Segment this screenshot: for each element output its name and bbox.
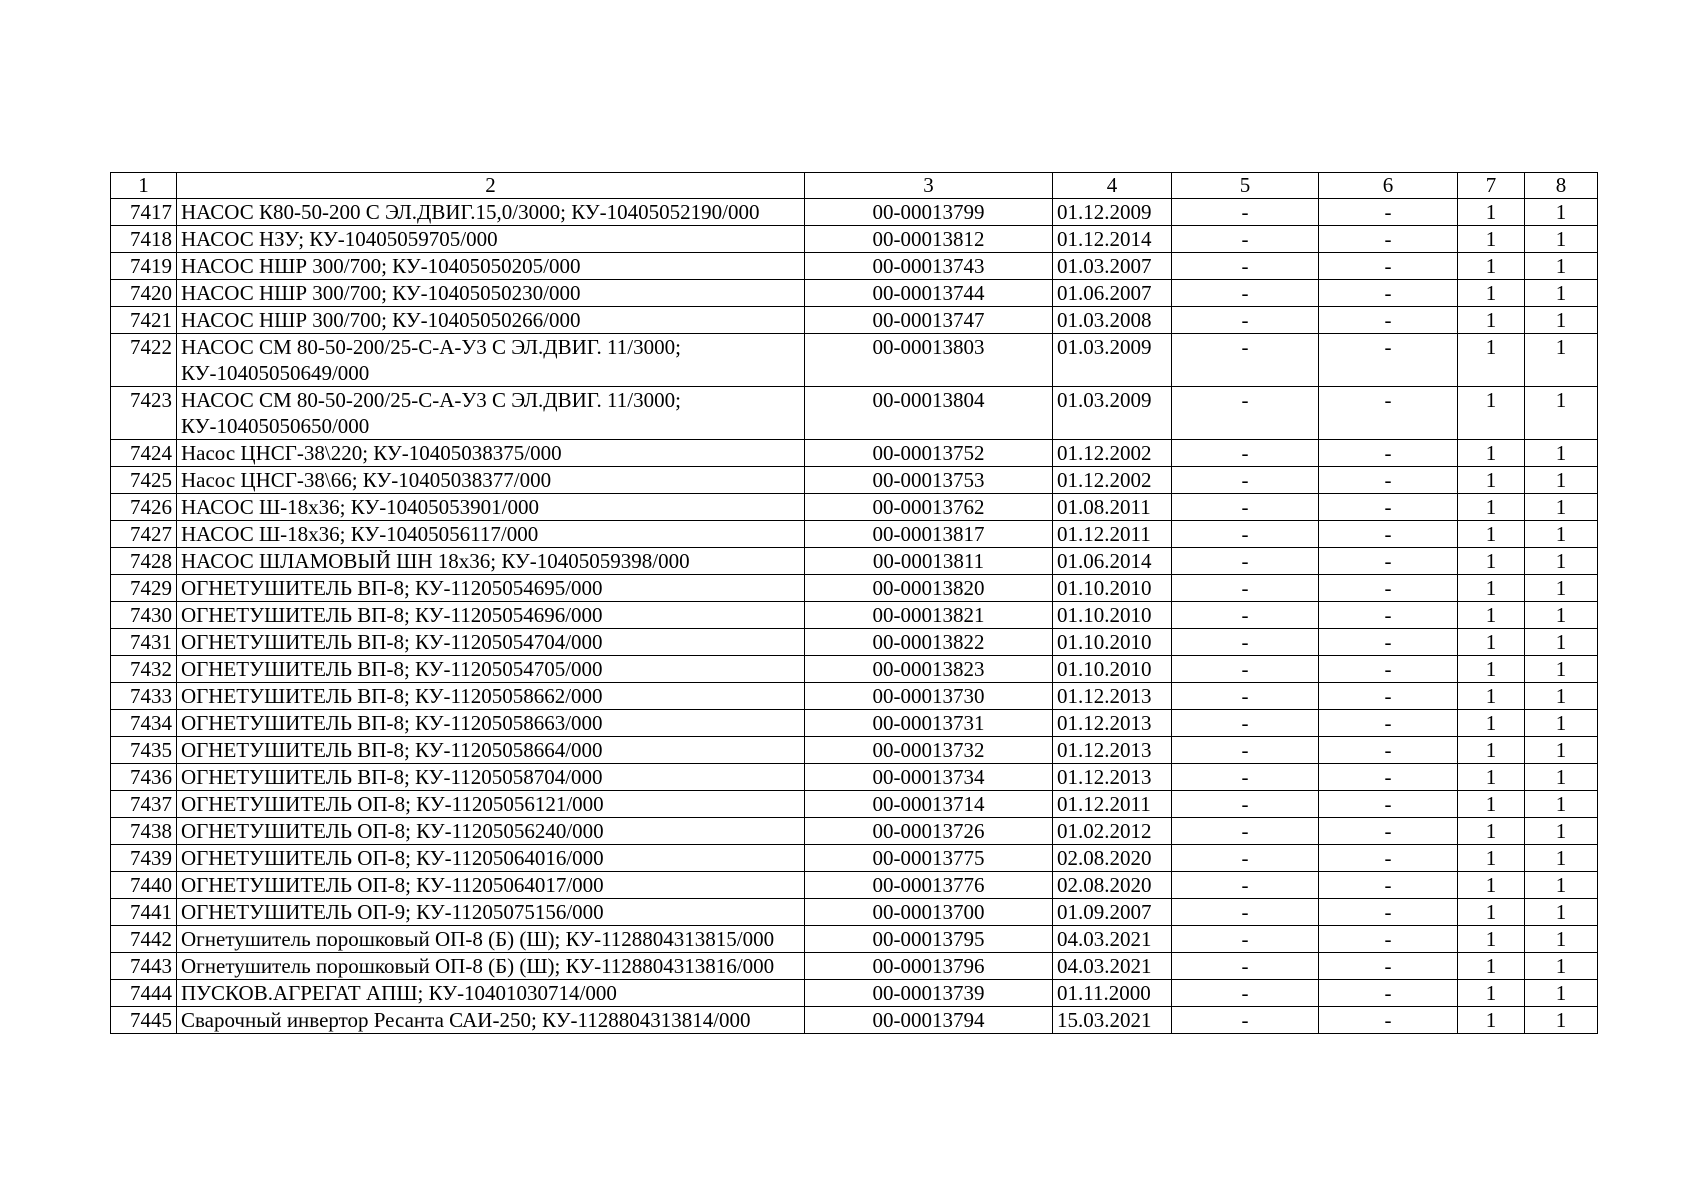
inventory-table xyxy=(110,172,1598,1034)
inventory-code-cell: 00-00013820 xyxy=(805,575,1053,602)
column-5-cell: - xyxy=(1172,280,1319,307)
table-row xyxy=(111,226,1598,253)
column-7-cell: 1 xyxy=(1458,521,1525,548)
column-header-3: 3 xyxy=(805,173,1053,199)
item-name-cell: ОГНЕТУШИТЕЛЬ ВП-8; КУ-11205054704/000 xyxy=(177,629,805,656)
column-6-cell: - xyxy=(1319,602,1458,629)
column-7-cell: 1 xyxy=(1458,899,1525,926)
item-name-cell: НАСОС К80-50-200 С ЭЛ.ДВИГ.15,0/3000; КУ-10405052190/000 xyxy=(177,199,805,226)
table-row xyxy=(111,683,1598,710)
table-row xyxy=(111,548,1598,575)
item-name-cell: Огнетушитель порошковый ОП-8 (Б) (Ш); КУ-1128804313815/000 xyxy=(177,926,805,953)
column-6-cell: - xyxy=(1319,683,1458,710)
column-7-cell: 1 xyxy=(1458,307,1525,334)
column-header-6: 6 xyxy=(1319,173,1458,199)
column-8-cell: 1 xyxy=(1525,845,1598,872)
item-name-cell: НАСОС СМ 80-50-200/25-С-А-У3 С ЭЛ.ДВИГ. 11/3000; КУ-10405050650/000 xyxy=(177,387,805,440)
inventory-code-cell: 00-00013743 xyxy=(805,253,1053,280)
column-5-cell: - xyxy=(1172,845,1319,872)
column-8-cell: 1 xyxy=(1525,199,1598,226)
column-7-cell: 1 xyxy=(1458,737,1525,764)
row-number-cell: 7432 xyxy=(111,656,177,683)
date-cell: 01.12.2011 xyxy=(1053,791,1172,818)
column-6-cell: - xyxy=(1319,818,1458,845)
column-8-cell: 1 xyxy=(1525,387,1598,440)
item-name-cell: ПУСКОВ.АГРЕГАТ АПШ; КУ-10401030714/000 xyxy=(177,980,805,1007)
table-row xyxy=(111,1007,1598,1034)
table-row xyxy=(111,253,1598,280)
column-7-cell: 1 xyxy=(1458,764,1525,791)
column-7-cell: 1 xyxy=(1458,629,1525,656)
column-7-cell: 1 xyxy=(1458,334,1525,387)
column-5-cell: - xyxy=(1172,387,1319,440)
item-name-cell: Насос ЦНСГ-38\66; КУ-10405038377/000 xyxy=(177,467,805,494)
date-cell: 01.03.2009 xyxy=(1053,334,1172,387)
column-5-cell: - xyxy=(1172,467,1319,494)
row-number-cell: 7445 xyxy=(111,1007,177,1034)
column-6-cell: - xyxy=(1319,307,1458,334)
column-8-cell: 1 xyxy=(1525,602,1598,629)
column-8-cell: 1 xyxy=(1525,548,1598,575)
date-cell: 02.08.2020 xyxy=(1053,845,1172,872)
column-header-4: 4 xyxy=(1053,173,1172,199)
date-cell: 01.12.2009 xyxy=(1053,199,1172,226)
column-5-cell: - xyxy=(1172,334,1319,387)
date-cell: 01.10.2010 xyxy=(1053,575,1172,602)
column-5-cell: - xyxy=(1172,253,1319,280)
column-6-cell: - xyxy=(1319,334,1458,387)
row-number-cell: 7425 xyxy=(111,467,177,494)
date-cell: 01.12.2013 xyxy=(1053,764,1172,791)
date-cell: 04.03.2021 xyxy=(1053,953,1172,980)
column-8-cell: 1 xyxy=(1525,467,1598,494)
row-number-cell: 7441 xyxy=(111,899,177,926)
column-8-cell: 1 xyxy=(1525,521,1598,548)
column-6-cell: - xyxy=(1319,845,1458,872)
inventory-code-cell: 00-00013739 xyxy=(805,980,1053,1007)
table-row xyxy=(111,764,1598,791)
date-cell: 01.06.2007 xyxy=(1053,280,1172,307)
row-number-cell: 7435 xyxy=(111,737,177,764)
table-body xyxy=(111,199,1598,1034)
column-header-8: 8 xyxy=(1525,173,1598,199)
column-5-cell: - xyxy=(1172,656,1319,683)
column-6-cell: - xyxy=(1319,764,1458,791)
column-8-cell: 1 xyxy=(1525,1007,1598,1034)
date-cell: 01.03.2007 xyxy=(1053,253,1172,280)
item-name-cell: ОГНЕТУШИТЕЛЬ ВП-8; КУ-11205058664/000 xyxy=(177,737,805,764)
column-6-cell: - xyxy=(1319,926,1458,953)
table-row xyxy=(111,926,1598,953)
item-name-cell: ОГНЕТУШИТЕЛЬ ОП-9; КУ-11205075156/000 xyxy=(177,899,805,926)
item-name-cell: НАСОС НШР 300/700; КУ-10405050205/000 xyxy=(177,253,805,280)
column-6-cell: - xyxy=(1319,899,1458,926)
row-number-cell: 7417 xyxy=(111,199,177,226)
item-name-cell: ОГНЕТУШИТЕЛЬ ВП-8; КУ-11205058662/000 xyxy=(177,683,805,710)
table-row xyxy=(111,521,1598,548)
inventory-code-cell: 00-00013811 xyxy=(805,548,1053,575)
column-6-cell: - xyxy=(1319,226,1458,253)
item-name-cell: ОГНЕТУШИТЕЛЬ ОП-8; КУ-11205056240/000 xyxy=(177,818,805,845)
row-number-cell: 7443 xyxy=(111,953,177,980)
column-6-cell: - xyxy=(1319,1007,1458,1034)
column-6-cell: - xyxy=(1319,199,1458,226)
row-number-cell: 7431 xyxy=(111,629,177,656)
column-7-cell: 1 xyxy=(1458,440,1525,467)
inventory-code-cell: 00-00013752 xyxy=(805,440,1053,467)
row-number-cell: 7426 xyxy=(111,494,177,521)
column-8-cell: 1 xyxy=(1525,656,1598,683)
item-name-cell: НАСОС НШР 300/700; КУ-10405050266/000 xyxy=(177,307,805,334)
date-cell: 01.06.2014 xyxy=(1053,548,1172,575)
date-cell: 01.08.2011 xyxy=(1053,494,1172,521)
item-name-cell: ОГНЕТУШИТЕЛЬ ОП-8; КУ-11205064016/000 xyxy=(177,845,805,872)
table-row xyxy=(111,656,1598,683)
table-row xyxy=(111,737,1598,764)
table-row xyxy=(111,334,1598,387)
item-name-cell: НАСОС ШЛАМОВЫЙ ШН 18х36; КУ-10405059398/000 xyxy=(177,548,805,575)
column-5-cell: - xyxy=(1172,226,1319,253)
column-8-cell: 1 xyxy=(1525,872,1598,899)
column-6-cell: - xyxy=(1319,494,1458,521)
column-6-cell: - xyxy=(1319,467,1458,494)
inventory-code-cell: 00-00013796 xyxy=(805,953,1053,980)
inventory-code-cell: 00-00013794 xyxy=(805,1007,1053,1034)
column-8-cell: 1 xyxy=(1525,953,1598,980)
column-6-cell: - xyxy=(1319,953,1458,980)
date-cell: 01.10.2010 xyxy=(1053,656,1172,683)
column-5-cell: - xyxy=(1172,199,1319,226)
column-5-cell: - xyxy=(1172,629,1319,656)
column-8-cell: 1 xyxy=(1525,764,1598,791)
column-6-cell: - xyxy=(1319,548,1458,575)
column-8-cell: 1 xyxy=(1525,791,1598,818)
inventory-code-cell: 00-00013714 xyxy=(805,791,1053,818)
column-5-cell: - xyxy=(1172,548,1319,575)
column-5-cell: - xyxy=(1172,1007,1319,1034)
item-name-cell: НАСОС СМ 80-50-200/25-С-А-У3 С ЭЛ.ДВИГ. 11/3000; КУ-10405050649/000 xyxy=(177,334,805,387)
inventory-code-cell: 00-00013821 xyxy=(805,602,1053,629)
date-cell: 02.08.2020 xyxy=(1053,872,1172,899)
table-row xyxy=(111,953,1598,980)
column-5-cell: - xyxy=(1172,521,1319,548)
column-5-cell: - xyxy=(1172,307,1319,334)
table-row xyxy=(111,845,1598,872)
date-cell: 01.12.2013 xyxy=(1053,683,1172,710)
row-number-cell: 7430 xyxy=(111,602,177,629)
column-6-cell: - xyxy=(1319,253,1458,280)
item-name-cell: ОГНЕТУШИТЕЛЬ ВП-8; КУ-11205054705/000 xyxy=(177,656,805,683)
column-7-cell: 1 xyxy=(1458,467,1525,494)
inventory-code-cell: 00-00013753 xyxy=(805,467,1053,494)
date-cell: 04.03.2021 xyxy=(1053,926,1172,953)
column-5-cell: - xyxy=(1172,737,1319,764)
inventory-code-cell: 00-00013732 xyxy=(805,737,1053,764)
column-8-cell: 1 xyxy=(1525,629,1598,656)
item-name-cell: ОГНЕТУШИТЕЛЬ ВП-8; КУ-11205054695/000 xyxy=(177,575,805,602)
column-8-cell: 1 xyxy=(1525,334,1598,387)
row-number-cell: 7421 xyxy=(111,307,177,334)
table-row xyxy=(111,387,1598,440)
table-row xyxy=(111,872,1598,899)
inventory-code-cell: 00-00013731 xyxy=(805,710,1053,737)
inventory-code-cell: 00-00013744 xyxy=(805,280,1053,307)
column-8-cell: 1 xyxy=(1525,307,1598,334)
inventory-code-cell: 00-00013776 xyxy=(805,872,1053,899)
row-number-cell: 7428 xyxy=(111,548,177,575)
column-8-cell: 1 xyxy=(1525,683,1598,710)
row-number-cell: 7422 xyxy=(111,334,177,387)
row-number-cell: 7424 xyxy=(111,440,177,467)
inventory-code-cell: 00-00013803 xyxy=(805,334,1053,387)
column-6-cell: - xyxy=(1319,629,1458,656)
date-cell: 01.12.2002 xyxy=(1053,467,1172,494)
column-8-cell: 1 xyxy=(1525,926,1598,953)
table-header-row xyxy=(111,173,1598,199)
column-5-cell: - xyxy=(1172,926,1319,953)
column-6-cell: - xyxy=(1319,710,1458,737)
column-7-cell: 1 xyxy=(1458,872,1525,899)
column-8-cell: 1 xyxy=(1525,494,1598,521)
column-header-7: 7 xyxy=(1458,173,1525,199)
column-8-cell: 1 xyxy=(1525,710,1598,737)
table-row xyxy=(111,629,1598,656)
row-number-cell: 7436 xyxy=(111,764,177,791)
inventory-code-cell: 00-00013775 xyxy=(805,845,1053,872)
date-cell: 01.03.2009 xyxy=(1053,387,1172,440)
column-7-cell: 1 xyxy=(1458,710,1525,737)
column-6-cell: - xyxy=(1319,575,1458,602)
item-name-cell: НАСОС Ш-18х36; КУ-10405056117/000 xyxy=(177,521,805,548)
column-8-cell: 1 xyxy=(1525,737,1598,764)
date-cell: 01.12.2013 xyxy=(1053,710,1172,737)
date-cell: 01.11.2000 xyxy=(1053,980,1172,1007)
column-6-cell: - xyxy=(1319,440,1458,467)
date-cell: 01.12.2002 xyxy=(1053,440,1172,467)
column-6-cell: - xyxy=(1319,791,1458,818)
column-5-cell: - xyxy=(1172,791,1319,818)
column-7-cell: 1 xyxy=(1458,548,1525,575)
column-8-cell: 1 xyxy=(1525,280,1598,307)
column-5-cell: - xyxy=(1172,602,1319,629)
table-row xyxy=(111,710,1598,737)
date-cell: 01.10.2010 xyxy=(1053,629,1172,656)
column-8-cell: 1 xyxy=(1525,440,1598,467)
column-7-cell: 1 xyxy=(1458,253,1525,280)
column-7-cell: 1 xyxy=(1458,953,1525,980)
row-number-cell: 7429 xyxy=(111,575,177,602)
column-5-cell: - xyxy=(1172,872,1319,899)
item-name-cell: ОГНЕТУШИТЕЛЬ ОП-8; КУ-11205056121/000 xyxy=(177,791,805,818)
date-cell: 01.12.2013 xyxy=(1053,737,1172,764)
column-5-cell: - xyxy=(1172,494,1319,521)
item-name-cell: НАСОС НЗУ; КУ-10405059705/000 xyxy=(177,226,805,253)
item-name-cell: НАСОС Ш-18х36; КУ-10405053901/000 xyxy=(177,494,805,521)
row-number-cell: 7418 xyxy=(111,226,177,253)
column-header-1: 1 xyxy=(111,173,177,199)
column-7-cell: 1 xyxy=(1458,683,1525,710)
table-row xyxy=(111,980,1598,1007)
table-row xyxy=(111,818,1598,845)
inventory-code-cell: 00-00013795 xyxy=(805,926,1053,953)
column-6-cell: - xyxy=(1319,980,1458,1007)
inventory-code-cell: 00-00013822 xyxy=(805,629,1053,656)
column-header-2: 2 xyxy=(177,173,805,199)
column-5-cell: - xyxy=(1172,575,1319,602)
inventory-code-cell: 00-00013823 xyxy=(805,656,1053,683)
column-5-cell: - xyxy=(1172,683,1319,710)
row-number-cell: 7437 xyxy=(111,791,177,818)
column-5-cell: - xyxy=(1172,764,1319,791)
row-number-cell: 7440 xyxy=(111,872,177,899)
column-6-cell: - xyxy=(1319,737,1458,764)
item-name-cell: ОГНЕТУШИТЕЛЬ ВП-8; КУ-11205058663/000 xyxy=(177,710,805,737)
column-7-cell: 1 xyxy=(1458,818,1525,845)
row-number-cell: 7423 xyxy=(111,387,177,440)
inventory-code-cell: 00-00013734 xyxy=(805,764,1053,791)
inventory-code-cell: 00-00013799 xyxy=(805,199,1053,226)
row-number-cell: 7442 xyxy=(111,926,177,953)
column-6-cell: - xyxy=(1319,521,1458,548)
column-header-5: 5 xyxy=(1172,173,1319,199)
column-7-cell: 1 xyxy=(1458,575,1525,602)
table-row xyxy=(111,494,1598,521)
row-number-cell: 7420 xyxy=(111,280,177,307)
date-cell: 01.03.2008 xyxy=(1053,307,1172,334)
column-5-cell: - xyxy=(1172,440,1319,467)
column-5-cell: - xyxy=(1172,710,1319,737)
item-name-cell: Огнетушитель порошковый ОП-8 (Б) (Ш); КУ-1128804313816/000 xyxy=(177,953,805,980)
column-8-cell: 1 xyxy=(1525,226,1598,253)
inventory-code-cell: 00-00013812 xyxy=(805,226,1053,253)
inventory-code-cell: 00-00013817 xyxy=(805,521,1053,548)
inventory-code-cell: 00-00013747 xyxy=(805,307,1053,334)
column-7-cell: 1 xyxy=(1458,656,1525,683)
row-number-cell: 7419 xyxy=(111,253,177,280)
column-7-cell: 1 xyxy=(1458,280,1525,307)
column-6-cell: - xyxy=(1319,387,1458,440)
inventory-code-cell: 00-00013700 xyxy=(805,899,1053,926)
column-8-cell: 1 xyxy=(1525,575,1598,602)
item-name-cell: Сварочный инвертор Ресанта САИ-250; КУ-1128804313814/000 xyxy=(177,1007,805,1034)
row-number-cell: 7438 xyxy=(111,818,177,845)
column-7-cell: 1 xyxy=(1458,1007,1525,1034)
row-number-cell: 7439 xyxy=(111,845,177,872)
item-name-cell: ОГНЕТУШИТЕЛЬ ОП-8; КУ-11205064017/000 xyxy=(177,872,805,899)
inventory-code-cell: 00-00013804 xyxy=(805,387,1053,440)
column-7-cell: 1 xyxy=(1458,791,1525,818)
table-row xyxy=(111,791,1598,818)
table-row xyxy=(111,199,1598,226)
column-7-cell: 1 xyxy=(1458,387,1525,440)
date-cell: 01.02.2012 xyxy=(1053,818,1172,845)
column-8-cell: 1 xyxy=(1525,253,1598,280)
row-number-cell: 7434 xyxy=(111,710,177,737)
table-row xyxy=(111,440,1598,467)
table-row xyxy=(111,280,1598,307)
column-8-cell: 1 xyxy=(1525,899,1598,926)
column-7-cell: 1 xyxy=(1458,226,1525,253)
table-row xyxy=(111,575,1598,602)
inventory-code-cell: 00-00013726 xyxy=(805,818,1053,845)
column-8-cell: 1 xyxy=(1525,818,1598,845)
table-row xyxy=(111,307,1598,334)
column-7-cell: 1 xyxy=(1458,845,1525,872)
item-name-cell: ОГНЕТУШИТЕЛЬ ВП-8; КУ-11205058704/000 xyxy=(177,764,805,791)
column-7-cell: 1 xyxy=(1458,980,1525,1007)
column-5-cell: - xyxy=(1172,980,1319,1007)
date-cell: 15.03.2021 xyxy=(1053,1007,1172,1034)
column-8-cell: 1 xyxy=(1525,980,1598,1007)
date-cell: 01.12.2011 xyxy=(1053,521,1172,548)
item-name-cell: Насос ЦНСГ-38\220; КУ-10405038375/000 xyxy=(177,440,805,467)
row-number-cell: 7427 xyxy=(111,521,177,548)
date-cell: 01.12.2014 xyxy=(1053,226,1172,253)
table-row xyxy=(111,899,1598,926)
column-5-cell: - xyxy=(1172,818,1319,845)
column-7-cell: 1 xyxy=(1458,602,1525,629)
inventory-code-cell: 00-00013730 xyxy=(805,683,1053,710)
column-6-cell: - xyxy=(1319,280,1458,307)
row-number-cell: 7444 xyxy=(111,980,177,1007)
table-row xyxy=(111,602,1598,629)
item-name-cell: ОГНЕТУШИТЕЛЬ ВП-8; КУ-11205054696/000 xyxy=(177,602,805,629)
column-7-cell: 1 xyxy=(1458,494,1525,521)
date-cell: 01.10.2010 xyxy=(1053,602,1172,629)
row-number-cell: 7433 xyxy=(111,683,177,710)
table-row xyxy=(111,467,1598,494)
column-5-cell: - xyxy=(1172,899,1319,926)
column-5-cell: - xyxy=(1172,953,1319,980)
item-name-cell: НАСОС НШР 300/700; КУ-10405050230/000 xyxy=(177,280,805,307)
date-cell: 01.09.2007 xyxy=(1053,899,1172,926)
column-6-cell: - xyxy=(1319,656,1458,683)
inventory-code-cell: 00-00013762 xyxy=(805,494,1053,521)
column-6-cell: - xyxy=(1319,872,1458,899)
column-7-cell: 1 xyxy=(1458,926,1525,953)
column-7-cell: 1 xyxy=(1458,199,1525,226)
